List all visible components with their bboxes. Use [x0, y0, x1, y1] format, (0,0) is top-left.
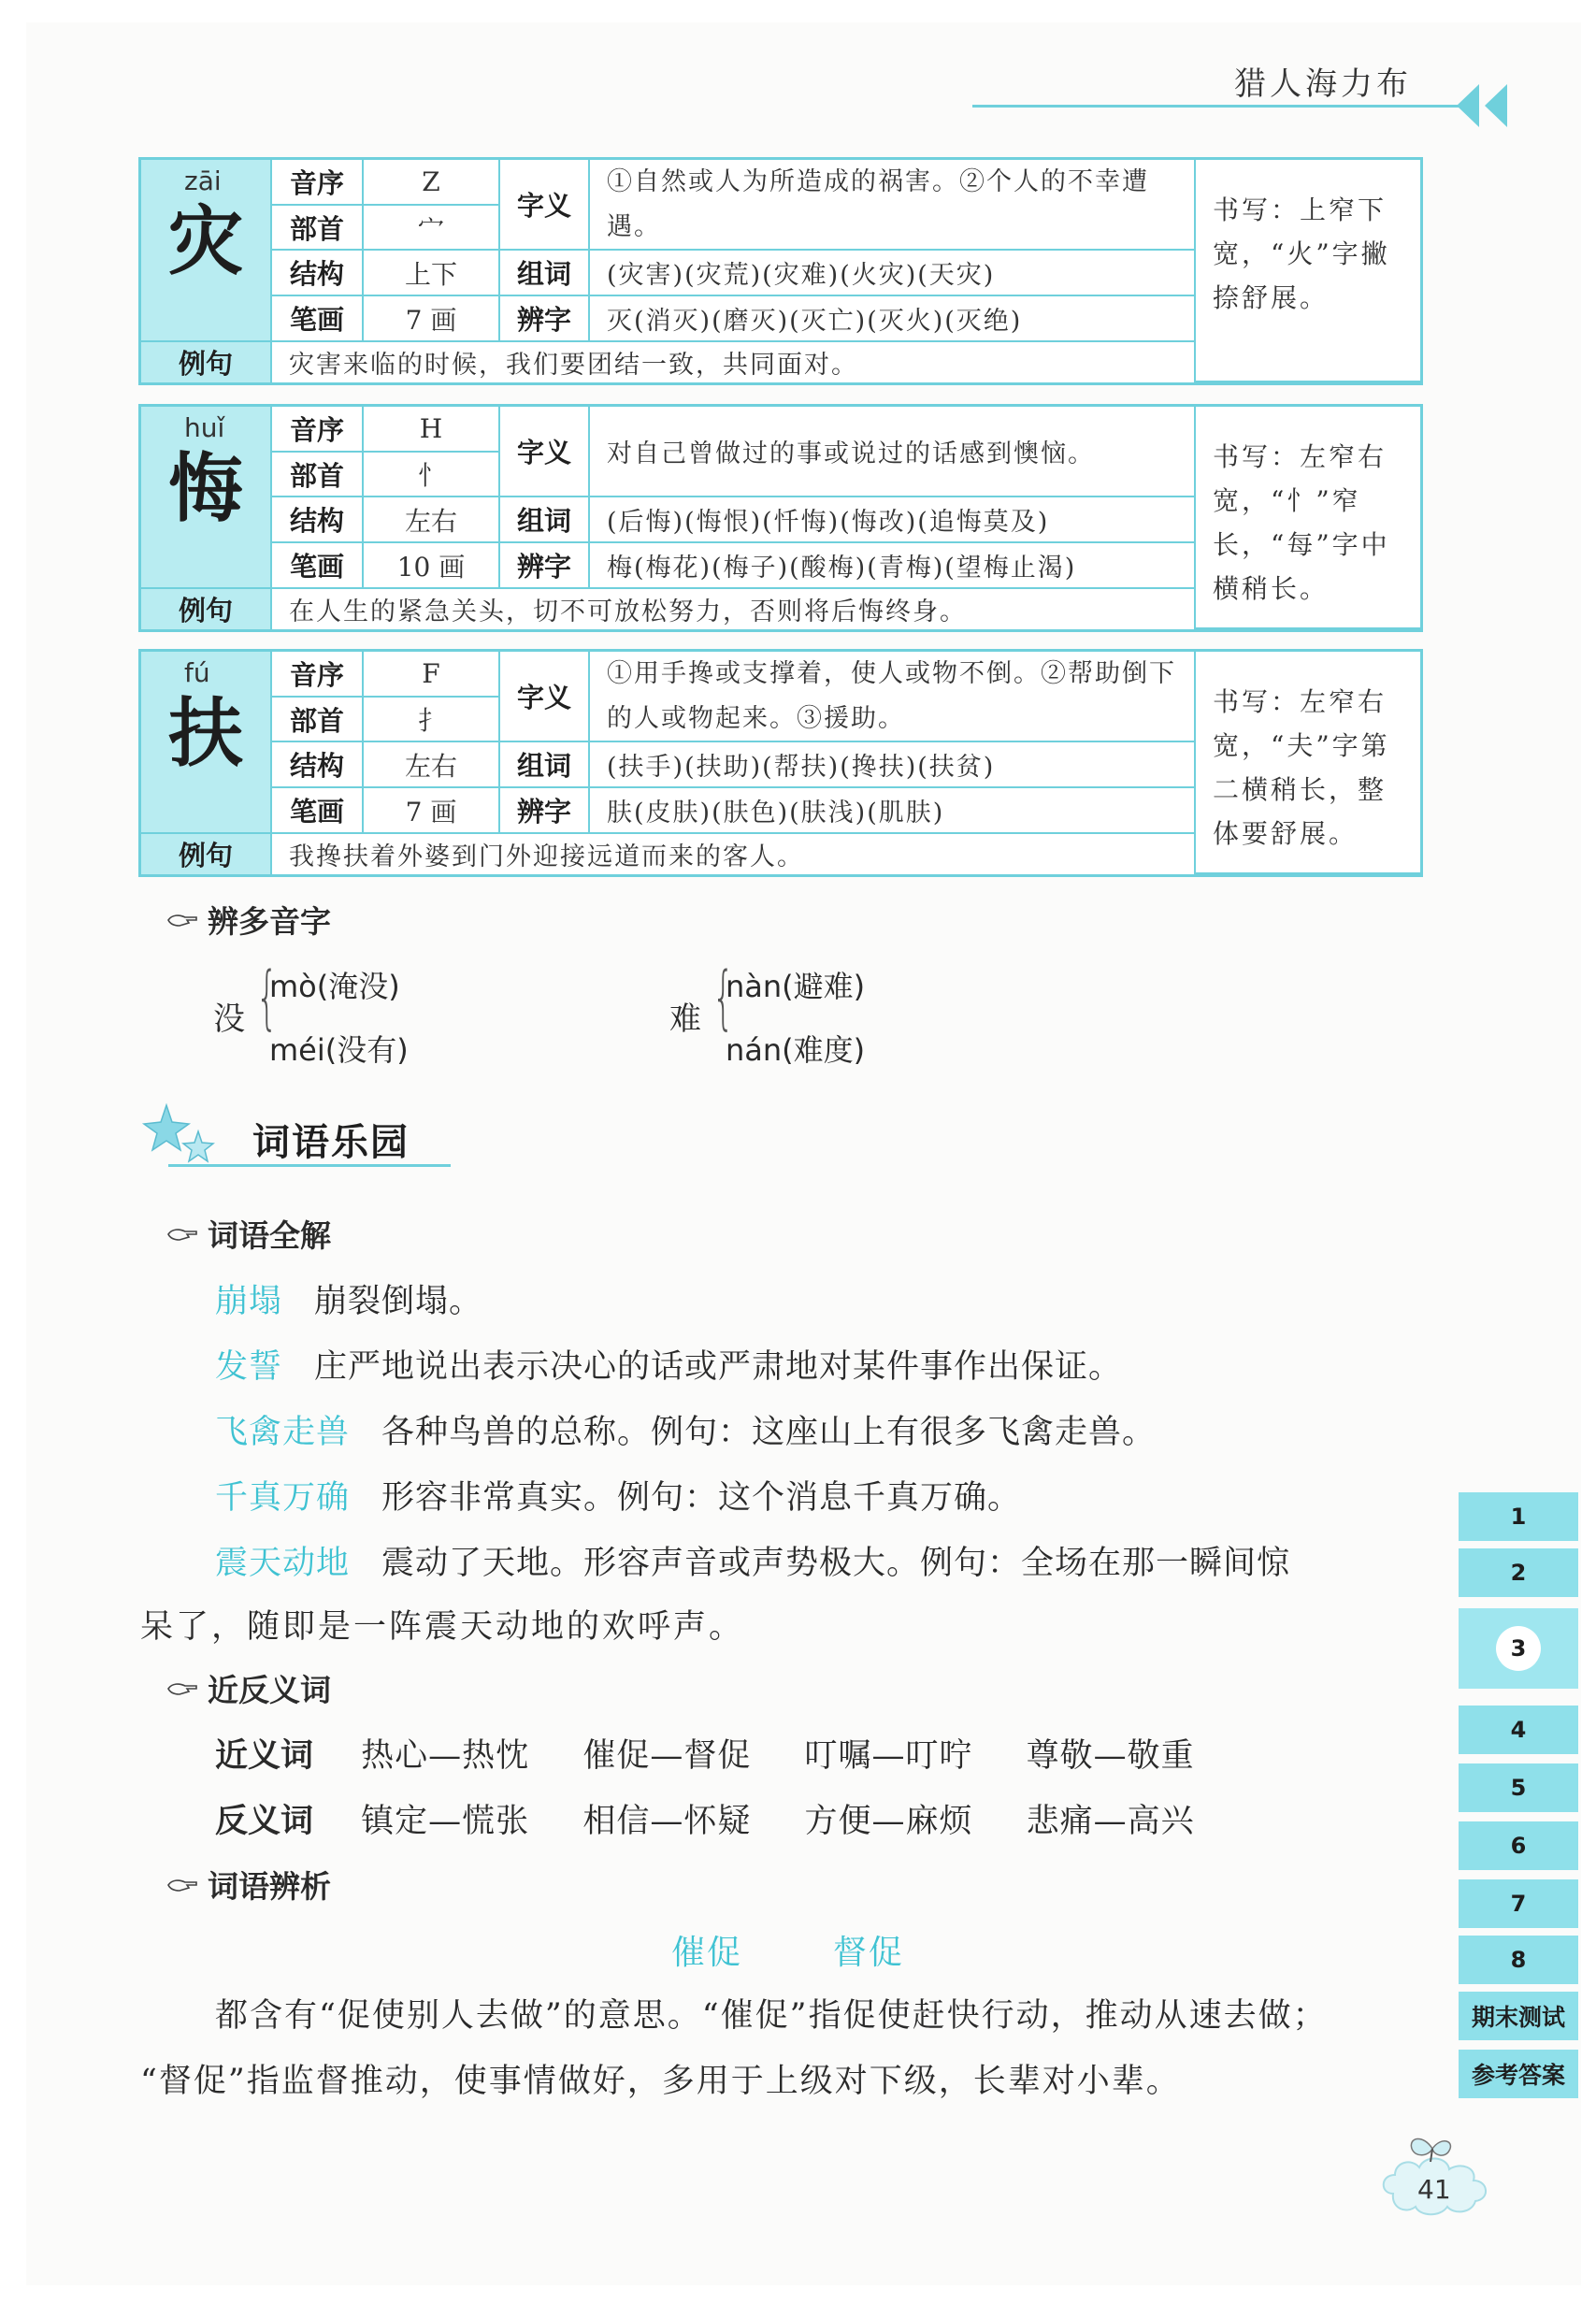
vocab-heading-text: 词语全解: [208, 1217, 331, 1254]
label-distinguish: 辨字: [500, 788, 590, 834]
synonym-heading: [166, 1666, 331, 1710]
vocab-def: 形容非常真实。例句：这个消息千真万确。: [381, 1479, 1022, 1517]
analysis-heading-text: 词语辨析: [208, 1868, 331, 1905]
value-order: F: [364, 652, 500, 698]
label-words: 组词: [500, 497, 590, 543]
char-cell: [141, 160, 272, 342]
label-structure: 结构: [272, 497, 364, 543]
main-character: 悔: [168, 444, 243, 532]
tab-unit-4[interactable]: 4: [1459, 1706, 1578, 1754]
label-meaning: 字义: [500, 160, 590, 251]
brace: {: [255, 957, 279, 1038]
char-card-hui: [138, 404, 1423, 632]
vocab-word: 崩塌: [215, 1283, 283, 1320]
synonym-pair: 热心—热忱: [361, 1737, 530, 1775]
antonym-label: 反义词: [215, 1803, 314, 1840]
antonym-pair: 方便—麻烦: [804, 1803, 973, 1840]
analysis-heading: [166, 1863, 331, 1907]
vocab-def: 各种鸟兽的总称。例句：这座山上有很多飞禽走兽。: [381, 1414, 1157, 1451]
words-text: (扶手)(扶助)(帮扶)(搀扶)(扶贫): [590, 742, 1196, 788]
char-cell: [141, 652, 272, 834]
value-strokes: 10 画: [364, 543, 500, 589]
vocab-heading: [166, 1212, 331, 1256]
meaning-text: 对自己曾做过的事或说过的话感到懊恼。: [590, 407, 1196, 497]
label-meaning: 字义: [500, 407, 590, 497]
tab-unit-3-label: 3: [1496, 1626, 1541, 1671]
vocab-entry: [215, 1341, 1122, 1388]
example-text: 灾害来临的时候，我们要团结一致，共同面对。: [272, 342, 1196, 382]
label-meaning: 字义: [500, 652, 590, 742]
polyphone-char: 难: [669, 1000, 701, 1038]
synonym-pair: 催促—督促: [582, 1737, 752, 1775]
pinyin: huǐ: [184, 412, 225, 443]
label-distinguish: 辨字: [500, 296, 590, 342]
distinguish-text: 肤(皮肤)(肤色)(肤浅)(肌肤): [590, 788, 1196, 834]
example-text: 在人生的紧急关头，切不可放松努力，否则将后悔终身。: [272, 589, 1196, 629]
polyphone-heading-text: 辨多音字: [208, 903, 331, 940]
synonym-pair: 叮嘱—叮咛: [804, 1737, 973, 1775]
label-order: 音序: [272, 652, 364, 698]
char-card-zai: [138, 157, 1423, 385]
value-order: Z: [364, 160, 500, 206]
vocab-entry: [215, 1537, 1290, 1584]
analysis-pair: [671, 1926, 904, 1974]
value-structure: 左右: [364, 742, 500, 788]
vocab-word: 千真万确: [215, 1479, 351, 1517]
writing-tip: 书写：左窄右宽，“夫”字第二横稍长，整体要舒展。: [1196, 652, 1420, 874]
synonym-pair: 尊敬—敬重: [1026, 1737, 1195, 1775]
value-structure: 上下: [364, 251, 500, 296]
antonym-pair: 镇定—慌张: [361, 1803, 530, 1840]
vocab-def: 庄严地说出表示决心的话或严肃地对某件事作出保证。: [314, 1348, 1123, 1386]
tab-unit-3[interactable]: [1459, 1608, 1578, 1689]
value-radical: 忄: [364, 453, 500, 497]
main-character: 扶: [168, 689, 243, 777]
header-rule: [972, 105, 1459, 108]
label-words: 组词: [500, 251, 590, 296]
tab-answers[interactable]: 参考答案: [1459, 2050, 1578, 2098]
writing-tip: 书写：上窄下宽，“火”字撇捺舒展。: [1196, 160, 1420, 382]
antonym-row: [215, 1795, 1238, 1842]
lesson-title: 猎人海力布: [1234, 65, 1412, 103]
label-example: 例句: [141, 589, 272, 629]
label-structure: 结构: [272, 251, 364, 296]
tab-final-test[interactable]: 期末测试: [1459, 1992, 1578, 2040]
pointing-hand-icon: [166, 912, 198, 928]
label-strokes: 笔画: [272, 788, 364, 834]
polyphone-heading: [166, 898, 331, 942]
vocab-word: 震天动地: [215, 1545, 351, 1582]
meaning-text: ①用手搀或支撑着，使人或物不倒。②帮助倒下的人或物起来。③援助。: [590, 652, 1196, 742]
section-title: 词语乐园: [252, 1121, 410, 1164]
synonym-row: [215, 1730, 1238, 1777]
example-text: 我搀扶着外婆到门外迎接远道而来的客人。: [272, 834, 1196, 874]
double-arrow-icon: [1451, 82, 1511, 129]
tab-unit-7[interactable]: 7: [1459, 1879, 1578, 1928]
pointing-hand-icon: [166, 1226, 198, 1243]
pointing-hand-icon: [166, 1877, 198, 1893]
words-text: (灾害)(灾荒)(灾难)(火灾)(天灾): [590, 251, 1196, 296]
char-cell: [141, 407, 272, 589]
label-radical: 部首: [272, 206, 364, 251]
brace: {: [712, 957, 735, 1038]
label-distinguish: 辨字: [500, 543, 590, 589]
label-words: 组词: [500, 742, 590, 788]
label-strokes: 笔画: [272, 543, 364, 589]
distinguish-text: 灭(消灭)(磨灭)(灭亡)(灭火)(灭绝): [590, 296, 1196, 342]
main-character: 灾: [168, 197, 243, 285]
analysis-paragraph-line: “督促”指监督推动，使事情做好，多用于上级对下级，长辈对小辈。: [140, 2063, 1181, 2100]
value-strokes: 7 画: [364, 788, 500, 834]
polyphone-reading: nán(难度): [726, 1032, 866, 1068]
writing-tip: 书写：左窄右宽，“忄”窄长，“每”字中横稍长。: [1196, 407, 1420, 629]
tab-unit-8[interactable]: 8: [1459, 1936, 1578, 1984]
vocab-entry: [215, 1406, 1156, 1453]
tab-unit-6[interactable]: 6: [1459, 1821, 1578, 1870]
pointing-hand-icon: [166, 1680, 198, 1697]
pinyin: zāi: [184, 166, 222, 196]
stars-icon: [138, 1094, 232, 1169]
polyphone-reading: méi(没有): [269, 1032, 409, 1068]
vocab-word: 飞禽走兽: [215, 1414, 351, 1451]
label-order: 音序: [272, 407, 364, 453]
analysis-word: 催促: [671, 1934, 743, 1972]
section-title-underline: [168, 1164, 451, 1167]
polyphone-reading: mò(淹没): [269, 969, 400, 1004]
vocab-entry: [215, 1472, 1021, 1519]
vocab-def: 震动了天地。形容声音或声势极大。例句：全场在那一瞬间惊: [381, 1545, 1291, 1582]
antonym-pair: 悲痛—高兴: [1026, 1803, 1195, 1840]
pinyin: fú: [184, 657, 210, 688]
label-strokes: 笔画: [272, 296, 364, 342]
label-radical: 部首: [272, 698, 364, 742]
meaning-text: ①自然或人为所造成的祸害。②个人的不幸遭遇。: [590, 160, 1196, 251]
value-radical: 宀: [364, 206, 500, 251]
label-example: 例句: [141, 342, 272, 382]
label-structure: 结构: [272, 742, 364, 788]
synonym-heading-text: 近反义词: [208, 1672, 331, 1708]
vocab-def-continued: 呆了，随即是一阵震天动地的欢呼声。: [140, 1608, 745, 1646]
label-radical: 部首: [272, 453, 364, 497]
value-order: H: [364, 407, 500, 453]
antonym-pair: 相信—怀疑: [582, 1803, 752, 1840]
vocab-word: 发誓: [215, 1348, 283, 1386]
tab-unit-5[interactable]: 5: [1459, 1763, 1578, 1812]
tab-unit-1[interactable]: 1: [1459, 1492, 1578, 1541]
words-text: (后悔)(悔恨)(忏悔)(悔改)(追悔莫及): [590, 497, 1196, 543]
analysis-word: 督促: [832, 1934, 904, 1972]
butterfly-cloud-icon: [1374, 2121, 1505, 2224]
value-strokes: 7 画: [364, 296, 500, 342]
page-number: 41: [1417, 2174, 1451, 2205]
value-structure: 左右: [364, 497, 500, 543]
synonym-label: 近义词: [215, 1737, 314, 1775]
label-example: 例句: [141, 834, 272, 874]
polyphone-char: 没: [213, 1000, 245, 1038]
char-card-fu: [138, 649, 1423, 877]
vocab-entry: [215, 1275, 482, 1322]
polyphone-reading: nàn(避难): [726, 969, 866, 1004]
tab-unit-2[interactable]: 2: [1459, 1548, 1578, 1597]
value-radical: 扌: [364, 698, 500, 742]
distinguish-text: 梅(梅花)(梅子)(酸梅)(青梅)(望梅止渴): [590, 543, 1196, 589]
analysis-paragraph-line: 都含有“促使别人去做”的意思。“催促”指促使赶快行动，推动从速去做；: [215, 1997, 1328, 2035]
label-order: 音序: [272, 160, 364, 206]
vocab-def: 崩裂倒塌。: [314, 1283, 483, 1320]
